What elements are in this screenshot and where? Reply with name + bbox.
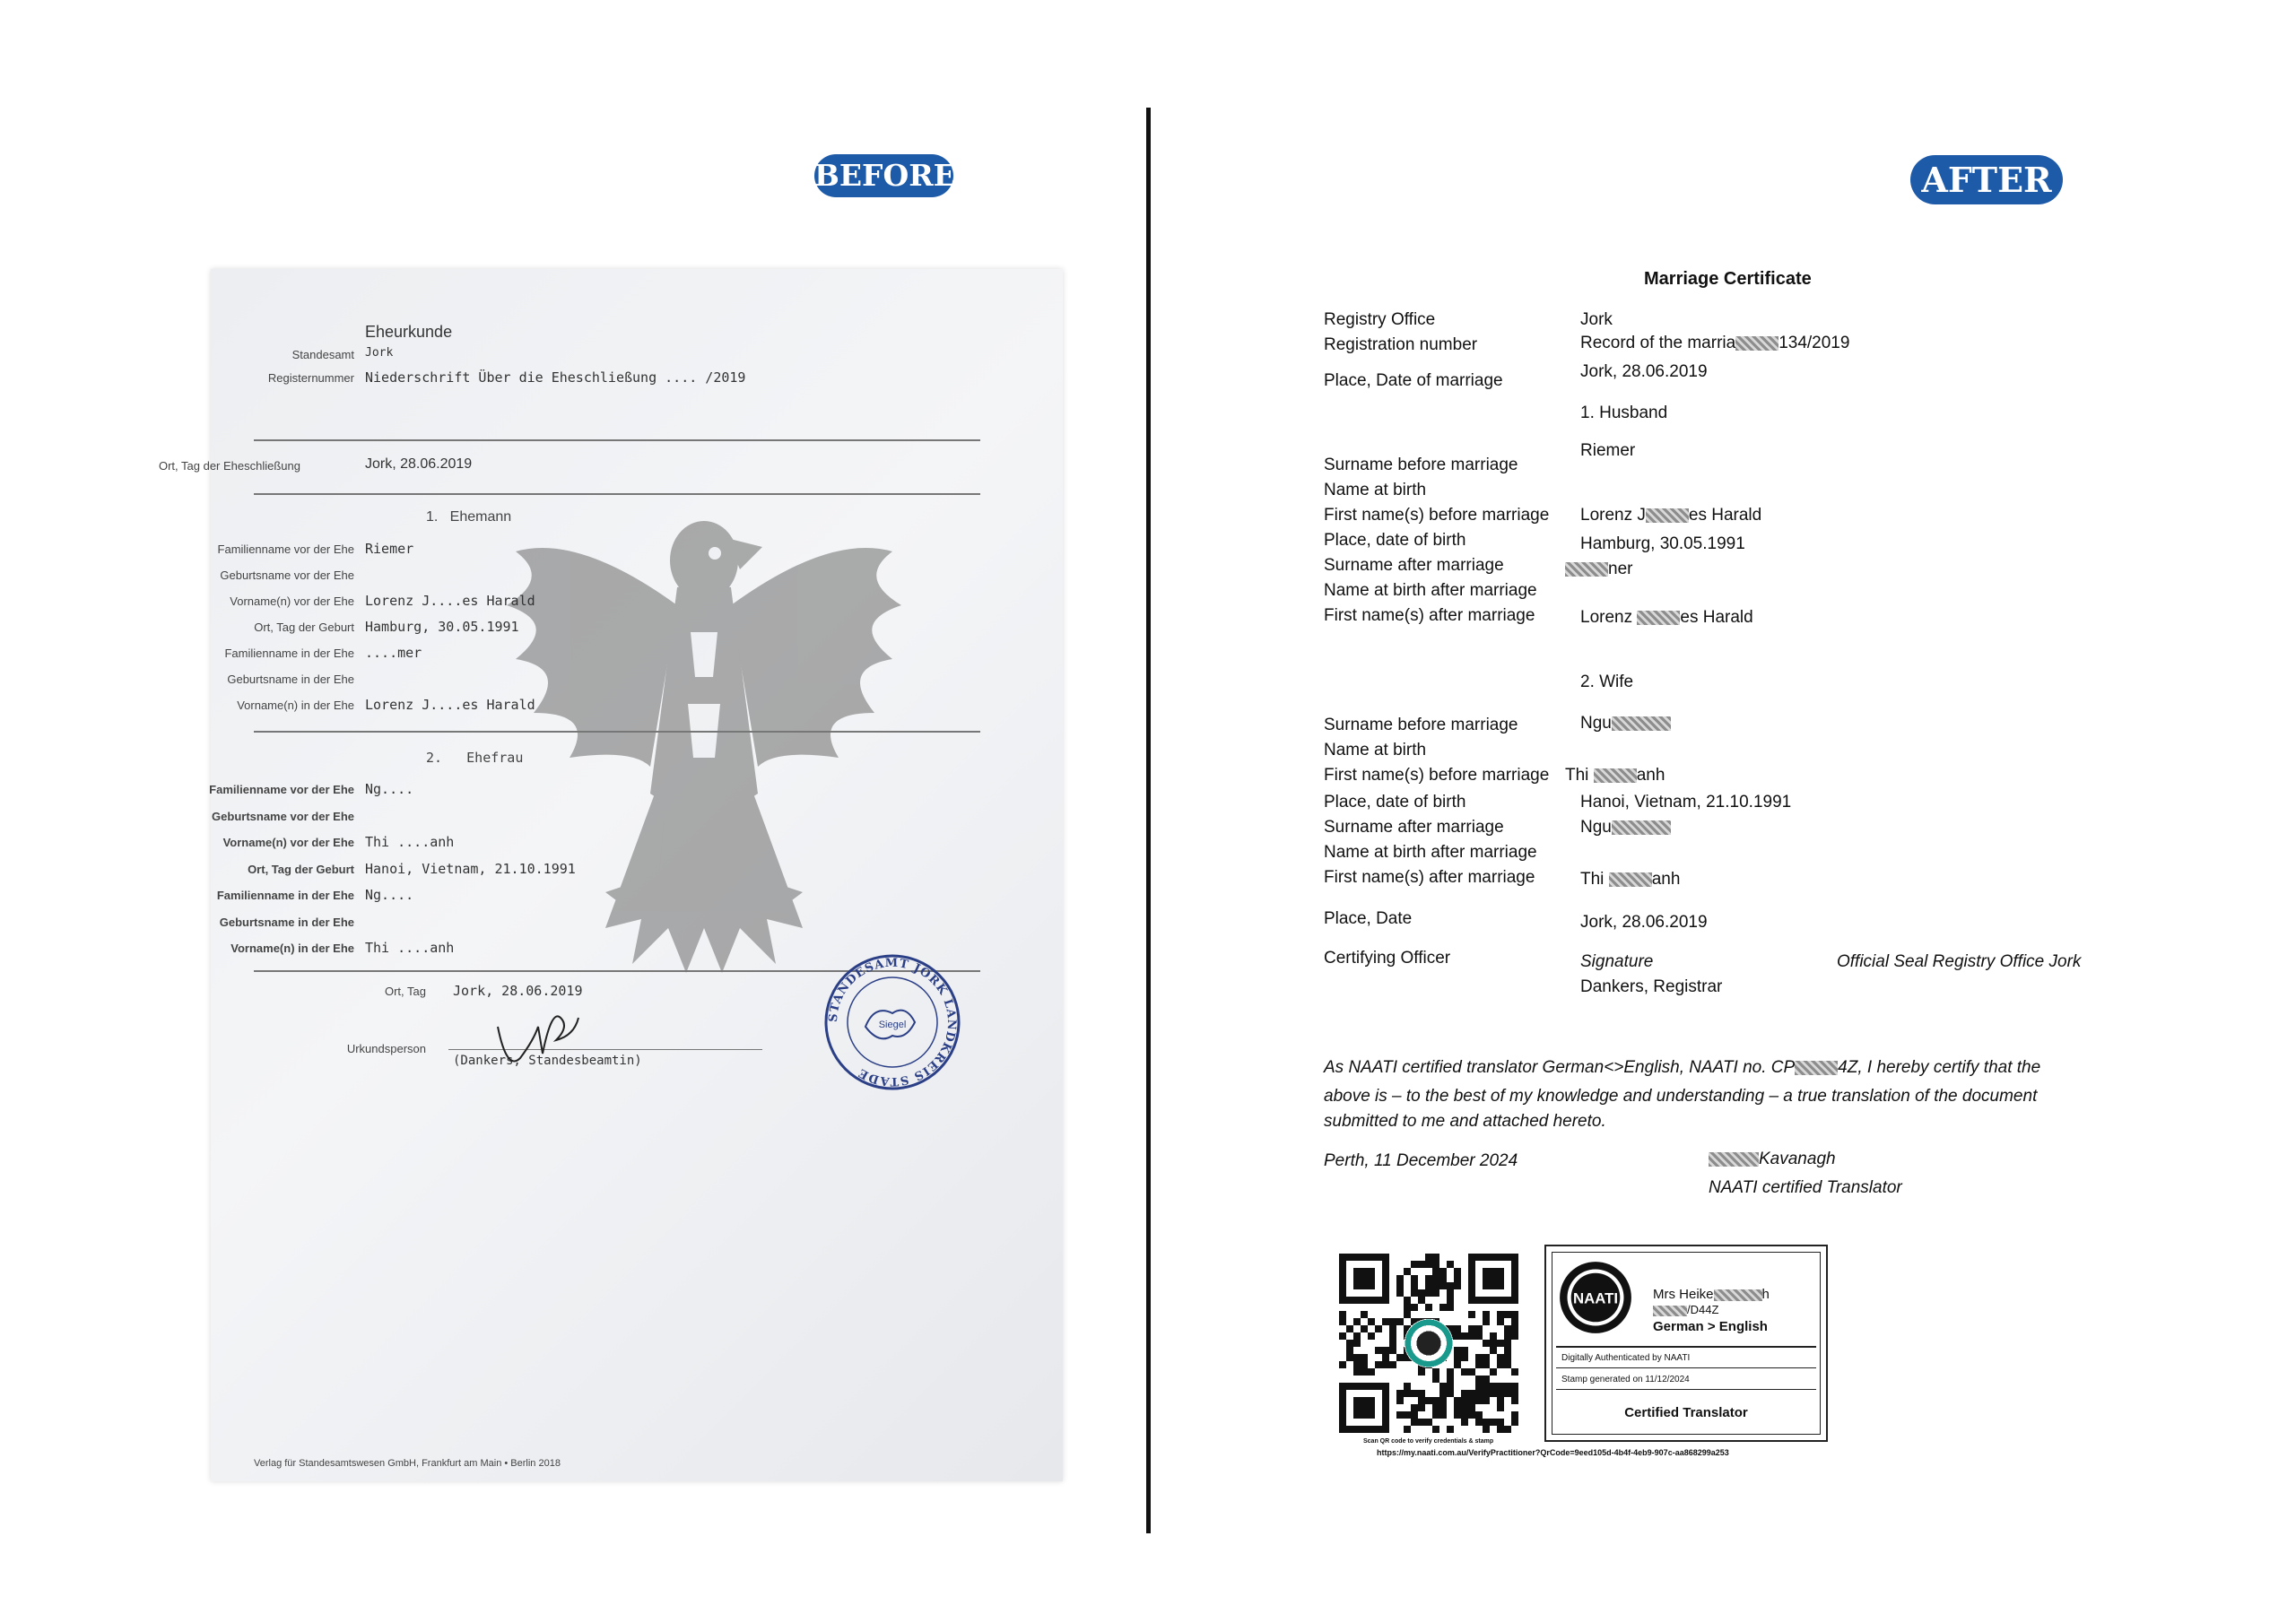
original-husband-value: Lorenz J....es Harald bbox=[365, 697, 535, 713]
qr-code bbox=[1339, 1254, 1518, 1433]
redaction-mask bbox=[1735, 336, 1779, 351]
label-husband-birth-after: Name at birth after marriage bbox=[1324, 581, 1537, 600]
label-husband-birth: Place, date of birth bbox=[1324, 531, 1466, 550]
original-label-registernummer: Registernummer bbox=[267, 371, 354, 385]
certification-line-3: submitted to me and attached hereto. bbox=[1324, 1112, 1606, 1131]
value-husband-surname-before: Riemer bbox=[1580, 441, 1636, 460]
value-official-seal: Official Seal Registry Office Jork bbox=[1837, 952, 2082, 971]
original-husband-label: Familienname in der Ehe bbox=[224, 647, 354, 660]
original-husband-label: Familienname vor der Ehe bbox=[217, 542, 354, 556]
original-section-wife: 2. Ehefrau bbox=[426, 750, 524, 766]
original-value-place-date: Jork, 28.06.2019 bbox=[365, 456, 473, 472]
value-husband-birth: Hamburg, 30.05.1991 bbox=[1580, 534, 1745, 553]
original-wife-label: Familienname vor der Ehe bbox=[209, 783, 354, 796]
place-date-signed: Perth, 11 December 2024 bbox=[1324, 1151, 1518, 1170]
original-husband-label: Ort, Tag der Geburt bbox=[254, 621, 354, 634]
original-footer: Verlag für Standesamtswesen GmbH, Frankfurt am Main • Berlin 2018 bbox=[254, 1458, 561, 1469]
qr-caption: Scan QR code to verify credentials & stamp bbox=[1363, 1438, 1494, 1445]
translator-title: NAATI certified Translator bbox=[1709, 1178, 1902, 1197]
original-value-urkundsperson: (Dankers, Standesbeamtin) bbox=[453, 1054, 642, 1068]
value-place-date-marriage: Jork, 28.06.2019 bbox=[1580, 362, 1708, 381]
value-husband-first-before: Lorenz J es Harald bbox=[1580, 506, 1762, 525]
original-husband-label: Vorname(n) in der Ehe bbox=[237, 699, 354, 712]
value-wife-birth: Hanoi, Vietnam, 21.10.1991 bbox=[1580, 793, 1792, 812]
original-title: Eheurkunde bbox=[365, 323, 453, 341]
label-wife-first-before: First name(s) before marriage bbox=[1324, 766, 1550, 785]
original-husband-label: Geburtsname vor der Ehe bbox=[220, 568, 354, 582]
original-husband-value: Lorenz J....es Harald bbox=[365, 593, 535, 609]
center-divider bbox=[1146, 108, 1151, 1533]
label-husband-first-after: First name(s) after marriage bbox=[1324, 606, 1535, 625]
stamp-language-pair: German > English bbox=[1653, 1319, 1768, 1334]
original-label-ort-tag: Ort, Tag bbox=[384, 985, 426, 998]
original-husband-value: Riemer bbox=[365, 541, 414, 557]
original-rule-2 bbox=[254, 493, 980, 495]
heading-wife: 2. Wife bbox=[1580, 673, 1634, 691]
value-wife-first-after: Thi anh bbox=[1580, 870, 1681, 889]
translator-name: Kavanagh bbox=[1709, 1150, 1836, 1169]
original-section-husband: 1. Ehemann bbox=[426, 509, 512, 525]
label-certifying-officer: Certifying Officer bbox=[1324, 949, 1451, 968]
stamp-name: Mrs Heike h bbox=[1653, 1287, 1770, 1302]
original-husband-value: Hamburg, 30.05.1991 bbox=[365, 619, 519, 635]
verification-url[interactable]: https://my.naati.com.au/VerifyPractitioner?QrCode=9eed105d-4b4f-4eb9-907c-aa868299a253 bbox=[1377, 1448, 1729, 1457]
original-wife-value: Ng.... bbox=[365, 781, 414, 797]
original-wife-label: Vorname(n) in der Ehe bbox=[230, 942, 354, 955]
label-registration-number: Registration number bbox=[1324, 335, 1478, 354]
original-label-standesamt: Standesamt bbox=[291, 348, 354, 361]
original-document bbox=[158, 269, 1063, 1481]
stamp-rule-2 bbox=[1556, 1367, 1816, 1368]
original-value-standesamt: Jork bbox=[365, 346, 394, 360]
certification-line-1: As NAATI certified translator German<>English, NAATI no. CP 4Z, I hereby certify that the bbox=[1324, 1058, 2041, 1077]
heading-husband: 1. Husband bbox=[1580, 404, 1668, 422]
value-husband-surname-after: ner bbox=[1565, 560, 1632, 579]
original-label-urkundsperson: Urkundsperson bbox=[346, 1042, 426, 1055]
value-place-date: Jork, 28.06.2019 bbox=[1580, 913, 1708, 932]
original-wife-value: Ng.... bbox=[365, 887, 414, 903]
translation-title: Marriage Certificate bbox=[1644, 269, 1812, 289]
original-wife-value: Hanoi, Vietnam, 21.10.1991 bbox=[365, 860, 576, 877]
original-wife-label: Geburtsname vor der Ehe bbox=[212, 809, 354, 823]
original-wife-value: Thi ....anh bbox=[365, 940, 455, 956]
label-wife-name-at-birth: Name at birth bbox=[1324, 741, 1427, 759]
label-wife-first-after: First name(s) after marriage bbox=[1324, 868, 1535, 887]
label-husband-first-before: First name(s) before marriage bbox=[1324, 506, 1550, 525]
original-wife-label: Vorname(n) vor der Ehe bbox=[222, 836, 354, 849]
label-husband-name-at-birth: Name at birth bbox=[1324, 481, 1427, 499]
label-wife-surname-before: Surname before marriage bbox=[1324, 716, 1518, 734]
value-husband-first-after: Lorenz es Harald bbox=[1580, 608, 1753, 627]
label-wife-surname-after: Surname after marriage bbox=[1324, 818, 1504, 837]
original-wife-label: Familienname in der Ehe bbox=[216, 889, 354, 902]
label-husband-surname-after: Surname after marriage bbox=[1324, 556, 1504, 575]
value-officer-name: Dankers, Registrar bbox=[1580, 977, 1723, 996]
stamp-authenticated: Digitally Authenticated by NAATI bbox=[1561, 1353, 1691, 1363]
value-wife-first-before: Thi anh bbox=[1565, 766, 1665, 785]
original-husband-value: ....mer bbox=[365, 645, 422, 661]
after-label: AFTER bbox=[1910, 155, 2063, 204]
certification-line-2: above is – to the best of my knowledge and understanding – a true translation of the document bbox=[1324, 1087, 2038, 1106]
naati-stamp bbox=[1544, 1245, 1828, 1442]
svg-text:STANDESAMT JORK LANDKREIS STAD: STANDESAMT JORK LANDKREIS STADE bbox=[826, 956, 959, 1089]
stamp-generated: Stamp generated on 11/12/2024 bbox=[1561, 1375, 1690, 1384]
label-place-date: Place, Date bbox=[1324, 909, 1413, 928]
eagle-emblem bbox=[453, 498, 955, 1000]
original-husband-label: Geburtsname in der Ehe bbox=[227, 673, 354, 686]
label-wife-birth: Place, date of birth bbox=[1324, 793, 1466, 812]
original-label-place-date: Ort, Tag der Eheschließung bbox=[158, 459, 300, 473]
value-registration-number: Record of the marria 134/2019 bbox=[1580, 334, 1850, 352]
original-value-registernummer: Niederschrift Über die Eheschließung .... /2019 bbox=[365, 369, 746, 386]
original-husband-label: Vorname(n) vor der Ehe bbox=[230, 595, 354, 608]
original-wife-label: Ort, Tag der Geburt bbox=[248, 862, 354, 876]
original-rule-3 bbox=[254, 731, 980, 733]
original-rule-1 bbox=[254, 439, 980, 441]
stamp-rule-1 bbox=[1556, 1346, 1816, 1348]
value-registry-office: Jork bbox=[1580, 310, 1613, 329]
svg-text:Siegel: Siegel bbox=[878, 1020, 907, 1030]
before-label: BEFORE bbox=[814, 154, 953, 197]
svg-text:NAATI: NAATI bbox=[1572, 1289, 1619, 1307]
stamp-rule-3 bbox=[1556, 1389, 1816, 1390]
stamp-certified: Certified Translator bbox=[1624, 1405, 1748, 1420]
label-husband-surname-before: Surname before marriage bbox=[1324, 456, 1518, 474]
original-wife-label: Geburtsname in der Ehe bbox=[219, 915, 354, 929]
value-wife-surname-before: Ngu bbox=[1580, 714, 1671, 733]
official-seal bbox=[821, 950, 964, 1094]
naati-logo bbox=[1558, 1260, 1633, 1335]
label-place-date-marriage: Place, Date of marriage bbox=[1324, 371, 1503, 390]
original-value-ort-tag: Jork, 28.06.2019 bbox=[453, 983, 583, 999]
stamp-id: /D44Z bbox=[1653, 1303, 1718, 1316]
label-registry-office: Registry Office bbox=[1324, 310, 1436, 329]
label-wife-birth-after: Name at birth after marriage bbox=[1324, 843, 1537, 862]
original-wife-value: Thi ....anh bbox=[365, 834, 455, 850]
signature-scribble bbox=[489, 991, 596, 1072]
value-wife-surname-after: Ngu bbox=[1580, 818, 1671, 838]
value-signature: Signature bbox=[1580, 952, 1654, 971]
